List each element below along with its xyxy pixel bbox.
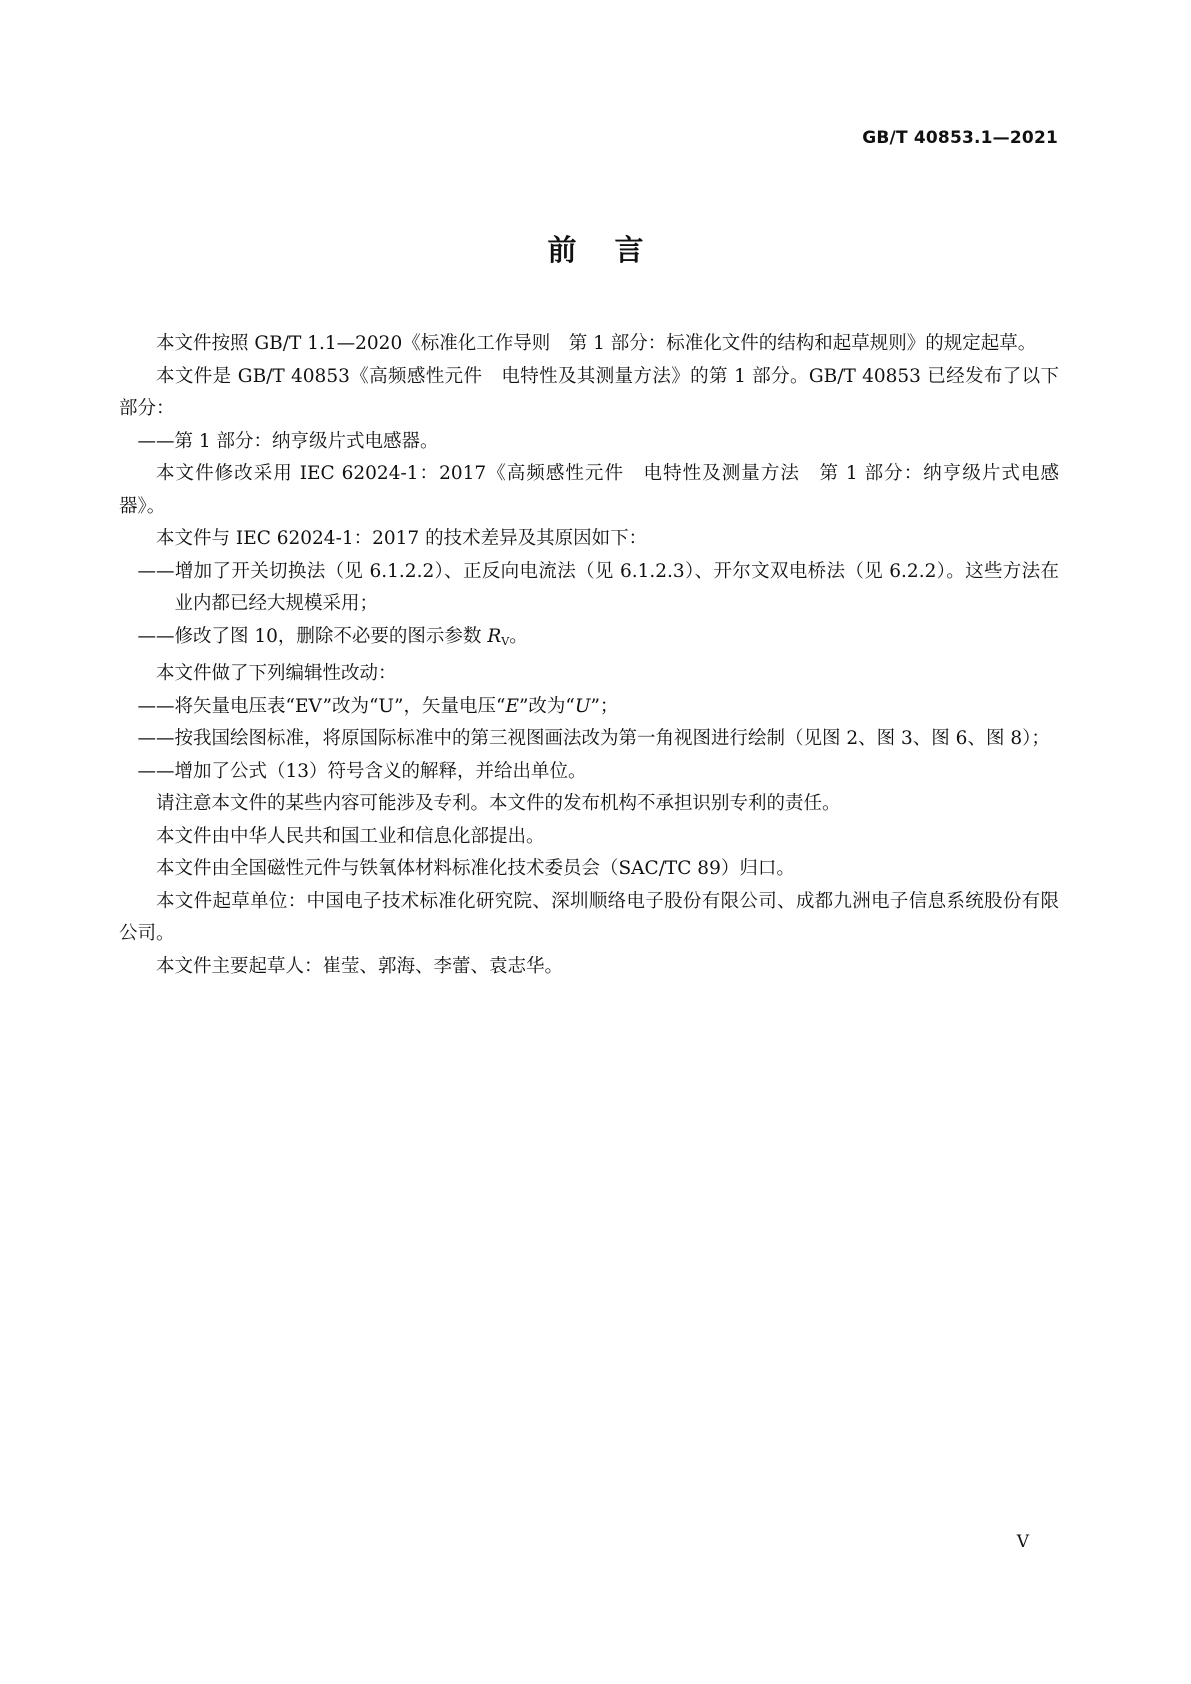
modified-figure-end: 。 [509,625,528,647]
list-item-part-1: ——第 1 部分：纳亨级片式电感器。 [137,430,439,452]
paragraph-patent-notice: 请注意本文件的某些内容可能涉及专利。本文件的发布机构不承担识别专利的责任。 [156,793,841,814]
paragraph-editorial-intro: 本文件做了下列编辑性改动： [156,663,397,684]
list-item-modified-figure [119,621,1059,659]
standard-number: GB/T 40853.1—2021 [862,128,1058,148]
paragraph-series-info: 本文件是 GB/T 40853《高频感性元件 电特性及其测量方法》的第 1 部分。GB/T 40853 已经发布了以下部分： [119,365,1059,419]
page-number: V [1016,1532,1029,1552]
symbol-u: U [574,695,591,717]
paragraph-under-jurisdiction: 本文件由全国磁性元件与铁氧体材料标准化技术委员会（SAC/TC 89）归口。 [156,858,795,879]
modified-figure-text: ——修改了图 10，删除不必要的图示参数 [137,625,488,647]
paragraph-tech-differences-intro: 本文件与 IEC 62024-1：2017 的技术差异及其原因如下： [156,528,648,549]
list-item-added-methods: ——增加了开关切换法（见 6.1.2.2）、正反向电流法（见 6.1.2.3）、开尔文双电桥法（见 6.2.2）。这些方法在业内都已经大规模采用； [137,560,1059,614]
rename-text-2: ”改为“ [518,695,575,717]
paragraph-proposed-by: 本文件由中华人民共和国工业和信息化部提出。 [156,825,545,847]
paragraph-drafters: 本文件主要起草人：崔莹、郭海、李蕾、袁志华。 [156,955,564,977]
symbol-e: E [505,695,519,717]
list-item-projection-change: ——按我国绘图标准，将原国际标准中的第三视图画法改为第一角视图进行绘制（见图 2、图 3、图 6、图 8）； [137,728,1050,749]
page-title: 前言 [547,233,682,267]
document-body [119,328,1059,983]
symbol-r: R [487,625,502,647]
paragraph-drafting-basis: 本文件按照 GB/T 1.1—2020《标准化工作导则 第 1 部分：标准化文件的结构和起草规则》的规定起草。 [156,333,1037,354]
rename-text-3: ”； [590,695,619,717]
list-item-formula-explanation: ——增加了公式（13）符号含义的解释，并给出单位。 [137,760,587,782]
rename-text-1: ——将矢量电压表“EV”改为“U”，矢量电压“ [137,695,506,717]
subscript-v: V [501,634,510,648]
paragraph-drafting-units: 本文件起草单位：中国电子技术标准化研究院、深圳顺络电子股份有限公司、成都九洲电子信息系统股份有限公司。 [119,890,1059,944]
list-item-voltmeter-rename [119,691,1059,724]
paragraph-adoption: 本文件修改采用 IEC 62024-1：2017《高频感性元件 电特性及测量方法 第 1 部分：纳亨级片式电感器》。 [119,463,1059,517]
